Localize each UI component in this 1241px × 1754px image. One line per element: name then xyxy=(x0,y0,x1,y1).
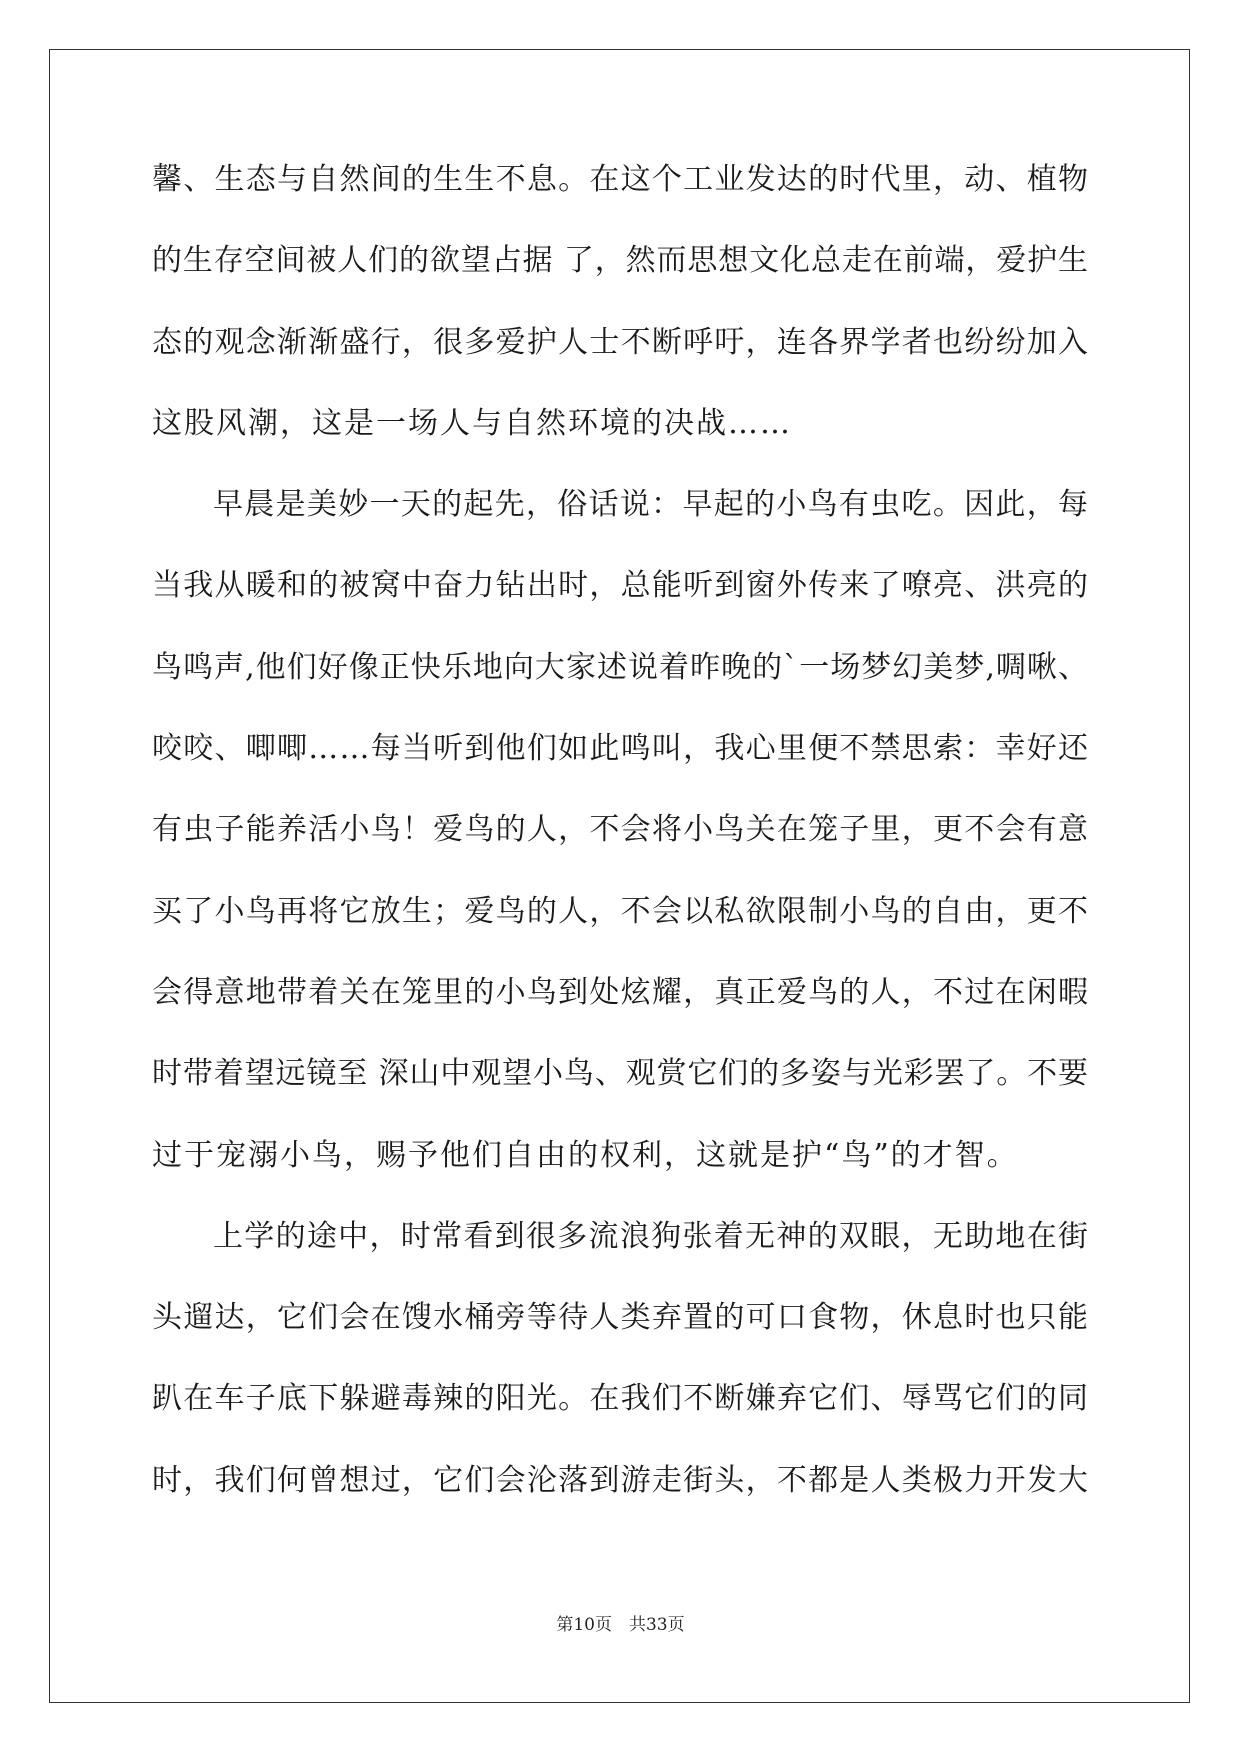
text-line-12: 时带着望远镜至 深山中观望小鸟、观赏它们的多姿与光彩罢了。不要 xyxy=(152,1056,1089,1092)
text-line-10: 买了小鸟再将它放生；爱鸟的人，不会以私欲限制小鸟的自由，更不 xyxy=(152,893,1090,929)
text-line-6: 当我从暖和的被窝中奋力钻出时，总能听到窗外传来了嘹亮、洪亮的 xyxy=(152,568,1090,604)
text-line-8: 咬咬、唧唧……每当听到他们如此鸣叫，我心里便不禁思索：幸好还 xyxy=(152,731,1090,767)
text-line-9: 有虫子能养活小鸟！爱鸟的人，不会将小鸟关在笼子里，更不会有意 xyxy=(152,812,1090,848)
text-line-7: 鸟鸣声,他们好像正快乐地向大家述说着昨晚的`一场梦幻美梦,啁啾、 xyxy=(152,649,1090,685)
text-line-1: 馨、生态与自然间的生生不息。在这个工业发达的时代里，动、植物 xyxy=(152,162,1090,197)
text-line-11: 会得意地带着关在笼里的小鸟到处炫耀，真正爱鸟的人，不过在闲暇 xyxy=(152,974,1090,1010)
page-number-footer: 第10页 共33页 xyxy=(556,1615,685,1635)
text-line-2: 的生存空间被人们的欲望占据 了，然而思想文化总走在前端，爱护生 xyxy=(152,243,1089,279)
text-line-4: 这股风潮，这是一场人与自然环境的决战…… xyxy=(152,405,792,441)
text-line-3: 态的观念渐渐盛行，很多爱护人士不断呼吁，连各界学者也纷纷加入 xyxy=(152,324,1090,360)
text-line-13: 过于宠溺小鸟，赐予他们自由的权利，这就是护“鸟”的才智。 xyxy=(152,1137,1019,1173)
text-line-15: 头遛达，它们会在馊水桶旁等待人类弃置的可口食物，休息时也只能 xyxy=(152,1300,1090,1336)
text-line-14: 上学的途中，时常看到很多流浪狗张着无神的双眼，无助地在街 xyxy=(213,1218,1090,1254)
text-line-16: 趴在车子底下躲避毒辣的阳光。在我们不断嫌弃它们、辱骂它们的同 xyxy=(152,1381,1090,1417)
text-line-17: 时，我们何曾想过，它们会沦落到游走街头，不都是人类极力开发大 xyxy=(152,1462,1090,1498)
text-line-5: 早晨是美妙一天的起先，俗话说：早起的小鸟有虫吃。因此，每 xyxy=(213,487,1090,523)
document-body xyxy=(152,150,1088,1532)
